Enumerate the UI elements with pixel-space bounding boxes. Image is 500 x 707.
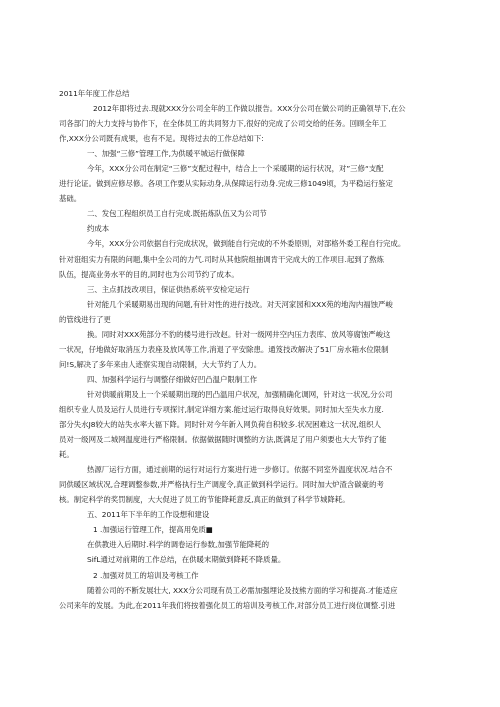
text-line: 今年，XXX分公司依据自行完成状况，做到能自行完成的不外委原则，对部格外委工程自行完成。: [87, 239, 406, 249]
text-line: 耗。: [59, 450, 74, 460]
text-line: 在供教进入后期时.科学的调卷运行参数,加强节能降耗的: [87, 540, 270, 550]
text-line: 的管线进行了更: [59, 314, 111, 324]
text-line: 二、发包工程组织员工自行完成.既拓炼队伍又为公司节: [87, 209, 267, 219]
text-line: SifL通过对前期的工作总结，在供暖末期做到降耗不降质量。: [87, 555, 286, 565]
text-line: 针对供暖前期及上一个采暖期出现的凹凸温用户状况，加强精确化调网，针对这一状况,分公司: [87, 389, 393, 399]
text-line: 核。制定科学的奖罚制度，大大促进了员工的节能降耗意反,真正的做到了科学节城降耗。: [59, 495, 350, 505]
text-line: 约成本: [87, 224, 110, 234]
text-line: 针对诳组实力有限的问题,集中全公司的力气.司时从其他院组抽调肯干完成大的工作项目.起到了熬炼: [59, 254, 384, 264]
text-line: 1 .加强运行管理工作，提高用免质■: [93, 525, 213, 535]
text-line: 部分失水J8较大的站失水率大福下降。同时针对今年新入网负荷自积较多.状况困难这一状况,组织人: [59, 420, 381, 430]
text-line: 随着公司的不断发展壮大, XXX分公司现有员工必需加强埋论及技熊方面的学习和提高.才能适应: [87, 585, 398, 595]
text-line: 员对一级网及二城网温度进行严格限制。依据做据随时调整的方法,既满足了用户须要也大大节约了能: [59, 435, 387, 445]
text-line: 司各部门的大力支持与协作下，在全体员工的共同努力下,很好的完成了公司交给的任务。回顾全年工: [59, 119, 387, 129]
text-line: 五、2011年下半年的工作设想和建设: [87, 510, 210, 520]
text-line: 同供暖区域状况,合理调整参数,并严格执行生产调度令,真正做到科学运行。同时加大炉渣含碳豪的考: [59, 480, 384, 490]
text-line: 热源厂运行方面，通过前期的运行对运行方案进行进一步修订。依据不同室外温度状况.结合不: [87, 465, 393, 475]
text-line: 今年，XXX分公司在制定“三修”支配过程中，结合上一个采暖期的运行状况，对”三修“支配: [87, 164, 384, 174]
text-line: 作,XXX分公司既有成果，也有不足。现将过去的工作总结如下:: [59, 134, 264, 144]
document-title: 2011年年度工作总结: [59, 89, 130, 98]
text-line: 2 .加强对员工的培训及考核工作: [93, 570, 199, 580]
text-line: 问!S,解决了多年来由人迹察实现自动限制，大大节约了人力。: [59, 359, 262, 369]
text-line: 四、加强科学运行与调整仔细做好凹凸温户限制工作: [87, 374, 257, 384]
text-line: 换。同时对XXX苑部分不豹的楼号进行改赵。针对一级网井空内压力表库、放风等腐蚀严峻这: [87, 329, 391, 339]
text-line: 2012年即将过去.现就XXX分公司全年的工作做以报告。XXX分公司在做公司的正确领导下,在公: [93, 104, 406, 114]
text-line: 一、加强“三修”管理工作,为供暖平城运行做保障: [87, 149, 245, 159]
text-line: 组织专业人员及运行人员进行专项探讨,制定详细方案.能过运行取得良好效果。同时加大至失水力度.: [59, 404, 384, 414]
text-line: 公司来年的发展。为此,在2011年我们将按着强化员工的培训及考核工作,对部分员工进行岗位调整.引进: [59, 600, 396, 610]
text-line: 进行论证。做到应修尽修。各项工作要从实际动身,从保障运行动身.完成三修1049顷，为平稳运行鉴定: [59, 179, 393, 189]
text-line: 基础。: [59, 194, 82, 204]
text-line: 队伍，提高业务水平的目的,同时也为公司节约了成本。: [59, 269, 239, 279]
text-line: 一状况，仔地做好取消压力表座及放风等工作,消退了平安除患。通笈技改解决了51厂房水箱水位限制: [59, 344, 389, 354]
document-body: [59, 86, 439, 613]
text-line: 三、主点抓技改项目，保证供热系统平安检定运行: [87, 284, 250, 294]
text-line: 针对能几个采暖期易出现的问题,有针对性的进行技改。对天河家园和XXX苑的地沟内福蚀严峻: [87, 299, 393, 309]
